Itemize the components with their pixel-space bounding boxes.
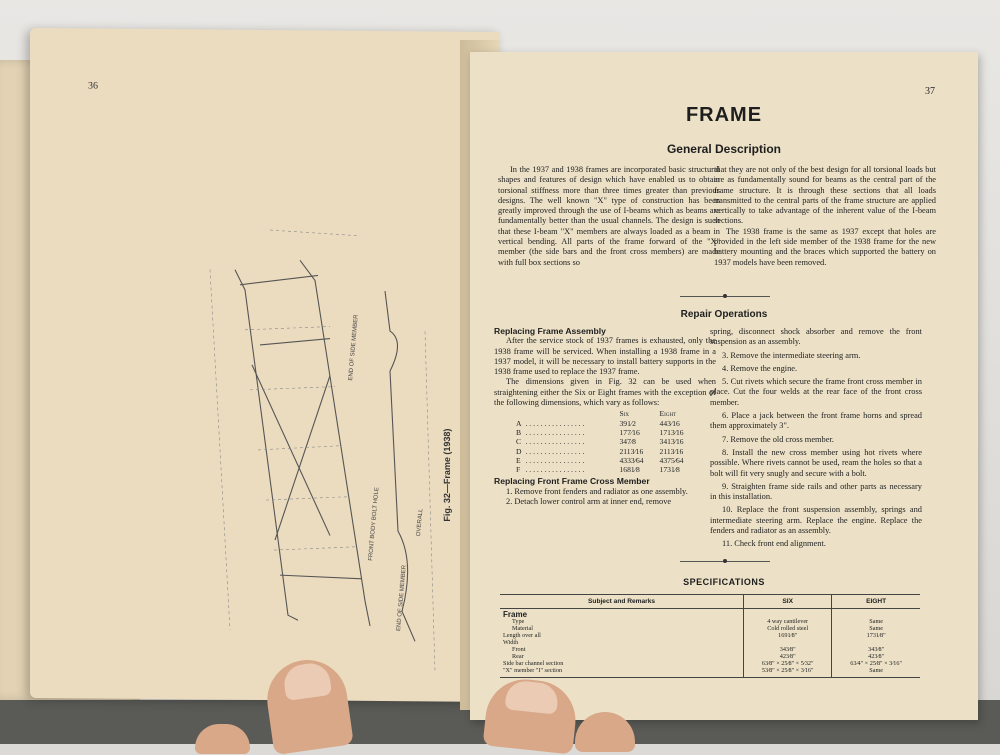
dims-header-eight: Eight	[659, 409, 677, 419]
dims-row: C . . . . . . . . . . . . . . . . 347⁄8 3413⁄16	[516, 437, 684, 447]
cross-step-10: 10. Replace the front suspension assembly, springs and intermediate steering arm. Replace the engine. Replace the fenders and radiator as an assembly.	[710, 505, 922, 536]
specs-row: Length over all 1691⁄8" 1731⁄8"	[500, 632, 920, 639]
drawing-label-3: OVERALL	[416, 508, 425, 537]
drawing-label-2: FRONT BODY BOLT HOLE	[368, 486, 381, 562]
replacing-assembly-p1: After the service stock of 1937 frames is exhausted, only the 1938 frame will be serviced. When installing a 1938 frame in a 1937 model, it will be necessary to install battery supports in the 1938 frame used to replace the 1937 frame.	[494, 336, 716, 377]
divider-dot-2	[723, 559, 727, 563]
frame-cross-top	[240, 275, 318, 286]
left-page-number: 36	[88, 80, 98, 92]
dimensions-table	[514, 409, 686, 474]
specs-group: Frame	[500, 609, 744, 619]
specs-row: Material Cold rolled steel Same	[500, 625, 920, 632]
replacing-assembly-title: Replacing Frame Assembly	[494, 326, 606, 336]
frame-cross-low	[280, 575, 362, 579]
specs-header-subject: Subject and Remarks	[500, 595, 744, 609]
cross-step-2: 2. Detach lower control arm at inner end, remove	[506, 497, 672, 507]
specs-header-six: SIX	[744, 595, 832, 609]
divider-dot-1	[723, 294, 727, 298]
specs-table	[500, 595, 920, 677]
specs-row: Rear 423⁄8" 423⁄8"	[500, 653, 920, 660]
dims-header-row	[514, 409, 686, 418]
repair-title: Repair Operations	[680, 309, 768, 320]
frame-cross-mid	[260, 338, 330, 346]
general-col-left	[498, 165, 720, 268]
left-page	[30, 28, 500, 702]
dims-header-six: Six	[619, 409, 629, 419]
specs-row: Front 343⁄8" 343⁄8"	[500, 646, 920, 653]
dims-row: B . . . . . . . . . . . . . . . . 177⁄16 1713⁄16	[516, 427, 684, 437]
dims-row: F . . . . . . . . . . . . . . . . 1681⁄8 1731⁄8	[516, 465, 680, 475]
specs-row: Type 4 way cantilever Same	[500, 618, 920, 625]
cross-step-4: 4. Remove the engine.	[722, 363, 798, 373]
specs-table-wrap	[500, 594, 920, 678]
figure-caption: Fig. 32—Frame (1938)	[442, 428, 452, 522]
repair-col-right	[710, 327, 922, 550]
cross-step-5: 5. Cut rivets which secure the frame front cross member in place. Cut the four welds at the rear face of the front cross member.	[710, 377, 922, 407]
general-paragraph-3: The 1938 frame is the same as 1937 except that holes are provided in the left side member of the 1938 frame for the new battery mounting and the braces which supported the battery on 1937 models have been removed.	[714, 226, 936, 267]
general-paragraph-1: In the 1937 and 1938 frames are incorporated basic structural shapes and features of design which have enabled us to obtain torsional stiffness more than three times greater than previous designs. The well known "X" type of construction has been greatly improved through the use of I-beams which as beams are fundamentally better than the usual channels. The design is such that these I-beam "X" members are always loaded as a beam in vertical bending. All parts of the frame forward of the "X" member (the side bars and the front cross members) are made with full box sections so	[498, 165, 720, 267]
cross-step-1: 1. Remove front fenders and radiator as one assembly.	[506, 486, 688, 496]
frame-x-right	[275, 375, 330, 540]
right-page-number: 37	[925, 86, 935, 97]
cross-step-6: 6. Place a jack between the front frame horns and spread them approximately 3".	[710, 411, 922, 431]
cross-step-7: 7. Remove the old cross member.	[722, 434, 834, 444]
dims-row: A . . . . . . . . . . . . . . . . 391⁄2 443⁄16	[516, 418, 680, 428]
specs-row: "X" member "I" section 53⁄8" × 25⁄8" × 3⁄16" Same	[500, 667, 920, 677]
frame-x-left	[252, 365, 330, 536]
drawing-label-4: END OF SIDE MEMBER	[396, 564, 408, 632]
dims-row: E . . . . . . . . . . . . . . . . 4333⁄64 4375⁄64	[516, 455, 684, 465]
specs-header-eight: EIGHT	[832, 595, 920, 609]
repair-col-left	[494, 326, 716, 507]
general-col-right	[714, 165, 936, 268]
replacing-assembly-p2: The dimensions given in Fig. 32 can be used when straightening either the Six or Eight frames with the exception of the following dimensions, which vary as follows:	[494, 377, 716, 408]
cross-member-title: Replacing Front Frame Cross Member	[494, 476, 650, 487]
cross-step-8: 8. Install the new cross member using hot rivets where possible. Where rivets cannot be used, ream the holes so that a bolt will fit very snugly and secure with a bolt.	[710, 447, 922, 478]
dims-row: D . . . . . . . . . . . . . . . . 2113⁄16 2113⁄16	[516, 446, 684, 456]
right-page	[470, 52, 978, 720]
cross-step-9: 9. Straighten frame side rails and other parts as necessary in this installation.	[710, 481, 922, 502]
frame-drawing	[30, 28, 460, 672]
drawing-label-1: END OF SIDE MEMBER	[348, 314, 360, 381]
specs-title: SPECIFICATIONS	[683, 577, 765, 587]
cross-step-cont: spring, disconnect shock absorber and remove the front suspension as an assembly.	[710, 327, 922, 347]
general-paragraph-2: that they are not only of the best design for all torsional loads but are as fundamentally sound for beams as the central part of the frame structure. It is through these sections that all loads transmitted to the central parts of the frame structure are applied vertically to take advantage of the inherent value of the I-beam sections.	[714, 165, 936, 226]
specs-row: Width	[500, 639, 920, 646]
section-title: General Description	[666, 142, 782, 156]
cross-step-11: 11. Check front end alignment.	[722, 539, 826, 549]
page-title: FRAME	[685, 104, 763, 126]
specs-header-row	[500, 595, 920, 609]
cross-step-3: 3. Remove the intermediate steering arm.	[722, 350, 861, 360]
specs-row: Side bar channel section 63⁄8" × 25⁄8" × 5⁄32" 63⁄4" × 25⁄8" × 3⁄16"	[500, 660, 920, 667]
